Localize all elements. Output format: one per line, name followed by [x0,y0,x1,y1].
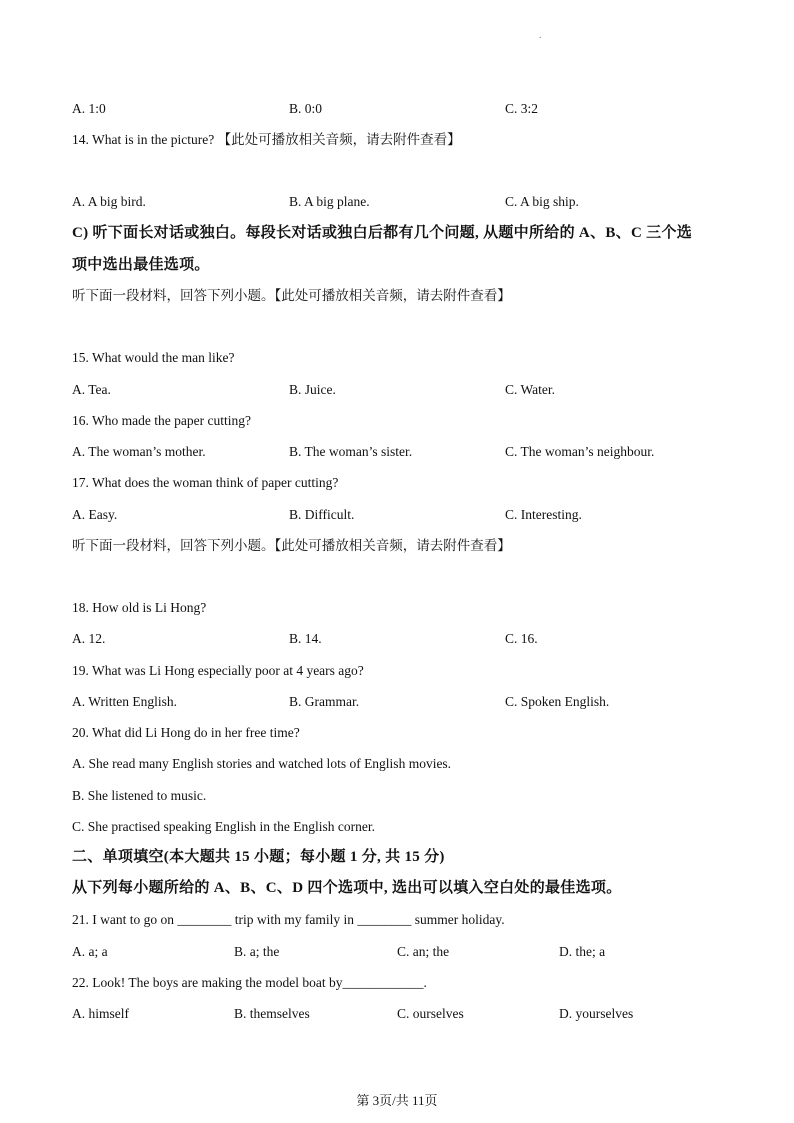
page-footer: 第 3页/共 11页 [356,1093,438,1108]
q21-option-c[interactable]: C. an; the [397,944,450,959]
q16-question: 16. Who made the paper cutting? [72,413,251,428]
q13-option-b[interactable]: B. 0:0 [289,101,323,116]
q19-option-a[interactable]: A. Written English. [72,694,177,709]
q20-option-a[interactable]: A. She read many English stories and watched lots of English movies. [72,756,452,771]
q21-option-a[interactable]: A. a; a [72,944,108,959]
q19-question: 19. What was Li Hong especially poor at 4 years ago? [72,663,364,678]
q14-question: 14. What is in the picture? 【此处可播放相关音频，请去附件查看】 [72,132,461,147]
q20-option-c[interactable]: C. She practised speaking English in the English corner. [72,819,375,834]
q15-option-a[interactable]: A. Tea. [72,382,111,397]
q13-option-c[interactable]: C. 3:2 [505,101,539,116]
q21-option-b[interactable]: B. a; the [234,944,280,959]
q19-option-c[interactable]: C. Spoken English. [505,694,610,709]
q17-option-a[interactable]: A. Easy. [72,507,118,522]
q16-option-a[interactable]: A. The woman’s mother. [72,444,206,459]
q18-question: 18. How old is Li Hong? [72,600,207,615]
q20-question: 20. What did Li Hong do in her free time? [72,725,300,740]
q22-option-c[interactable]: C. ourselves [397,1006,464,1021]
q14-option-c[interactable]: C. A big ship. [505,194,579,209]
q16-option-b[interactable]: B. The woman’s sister. [289,444,413,459]
q19-option-b[interactable]: B. Grammar. [289,694,360,709]
q22-option-d[interactable]: D. yourselves [559,1006,634,1021]
corner-mark: . [539,30,542,41]
q22-question: 22. Look! The boys are making the model boat by____________. [72,975,427,990]
part2-heading: 二、单项填空(本大题共 15 小题；每小题 1 分, 共 15 分) [72,849,445,865]
audio-note-1: 听下面一段材料，回答下列小题。【此处可播放相关音频，请去附件查看】 [72,288,511,303]
q15-option-b[interactable]: B. Juice. [289,382,336,397]
q18-option-c[interactable]: C. 16. [505,631,538,646]
section-c-heading-line1: C) 听下面长对话或独白。每段长对话或独白后都有几个问题, 从题中所给的 A、B、C 三个选 [72,225,693,241]
q17-question: 17. What does the woman think of paper cutting? [72,475,339,490]
q17-option-b[interactable]: B. Difficult. [289,507,355,522]
audio-note-2: 听下面一段材料，回答下列小题。【此处可播放相关音频，请去附件查看】 [72,538,511,553]
q20-option-b[interactable]: B. She listened to music. [72,788,207,803]
section-c-heading-line2: 项中选出最佳选项。 [72,257,210,273]
q14-option-b[interactable]: B. A big plane. [289,194,370,209]
q16-option-c[interactable]: C. The woman’s neighbour. [505,444,655,459]
q15-question: 15. What would the man like? [72,350,235,365]
q18-option-b[interactable]: B. 14. [289,631,322,646]
q21-question: 21. I want to go on ________ trip with my family in ________ summer holiday. [72,912,505,927]
q18-option-a[interactable]: A. 12. [72,631,106,646]
q22-option-b[interactable]: B. themselves [234,1006,310,1021]
part2-instruction: 从下列每小题所给的 A、B、C、D 四个选项中, 选出可以填入空白处的最佳选项。 [72,880,622,896]
q14-option-a[interactable]: A. A big bird. [72,194,146,209]
q15-option-c[interactable]: C. Water. [505,382,556,397]
q22-option-a[interactable]: A. himself [72,1006,129,1021]
q13-option-a[interactable]: A. 1:0 [72,101,106,116]
q17-option-c[interactable]: C. Interesting. [505,507,582,522]
q21-option-d[interactable]: D. the; a [559,944,606,959]
